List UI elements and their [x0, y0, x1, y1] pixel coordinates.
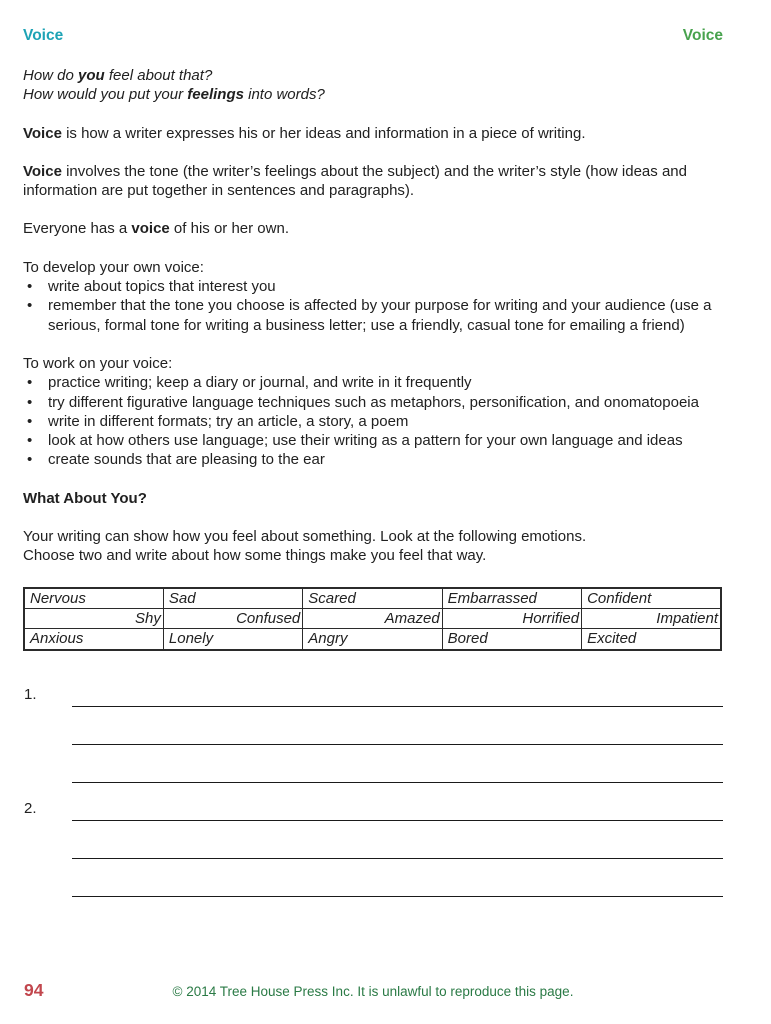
bullet-icon: •	[27, 278, 33, 296]
answer-row	[23, 745, 723, 783]
emotion-cell: Shy	[24, 608, 163, 629]
emotion-cell: Amazed	[303, 608, 442, 629]
about-you-line-1: Your writing can show how you feel about something. Look at the following emotions.	[23, 528, 587, 546]
develop-voice-section	[23, 258, 723, 335]
answer-number-spacer	[23, 895, 72, 897]
paragraph-text: of his or her own.	[169, 220, 289, 238]
paragraph-voice-involves	[23, 162, 723, 201]
emotion-cell: Nervous	[24, 588, 163, 609]
bullet-icon: •	[27, 297, 33, 315]
question-text: How do	[23, 67, 79, 84]
list-item	[23, 450, 723, 469]
paragraph-text: involves the tone (the writer’s feelings about the subject) and the writer’s style (how ideas and information are put together in sentences and paragraphs).	[23, 162, 687, 200]
page-title-left: Voice	[23, 27, 64, 44]
list-item	[23, 277, 723, 296]
question-text: feel about that?	[104, 67, 213, 84]
paragraph-voice-definition	[23, 124, 723, 143]
emotion-cell: Lonely	[163, 629, 302, 650]
work-voice-list	[23, 373, 723, 469]
page-number: 94	[24, 980, 44, 1000]
writing-line[interactable]	[72, 745, 723, 783]
emotions-row-3	[24, 629, 721, 650]
list-item	[23, 412, 723, 431]
answer-number: 2.	[24, 800, 37, 818]
about-you-instructions	[23, 527, 723, 566]
emotion-cell: Sad	[163, 588, 302, 609]
writing-line[interactable]	[72, 783, 723, 821]
what-about-you-heading: What About You?	[23, 489, 147, 507]
answer-row	[23, 783, 723, 821]
emotion-cell: Horrified	[442, 608, 581, 629]
bullet-icon: •	[27, 432, 33, 450]
copyright-text: © 2014 Tree House Press Inc. It is unlawful to reproduce this page.	[172, 984, 574, 999]
emotions-row-2	[24, 608, 721, 629]
bullet-icon: •	[27, 393, 33, 411]
page-title-right: Voice	[682, 27, 723, 44]
question-bold-word: feelings	[187, 86, 244, 104]
answer-number-spacer	[23, 781, 72, 783]
intro-question-1	[23, 66, 723, 85]
answer-section	[23, 669, 723, 897]
writing-line[interactable]	[72, 821, 723, 859]
paragraph-everyone-voice	[23, 219, 723, 238]
question-bold-word: you	[78, 67, 105, 84]
list-item-text: try different figurative language techniques such as metaphors, personification, and onomatopoeia	[48, 393, 699, 411]
paragraph-text: is how a writer expresses his or her ideas and information in a piece of writing.	[61, 124, 586, 142]
about-you-line-2: Choose two and write about how some things make you feel that way.	[23, 547, 487, 565]
bullet-icon: •	[27, 374, 33, 392]
emotions-row-1	[24, 588, 721, 609]
intro-questions	[23, 66, 723, 105]
work-voice-section	[23, 354, 723, 470]
emotion-cell: Scared	[303, 588, 442, 609]
emotion-cell: Embarrassed	[442, 588, 581, 609]
answer-number-spacer	[23, 857, 72, 859]
bullet-icon: •	[27, 451, 33, 469]
emotion-cell: Excited	[582, 629, 721, 650]
answer-row	[23, 669, 723, 707]
list-item	[23, 296, 723, 335]
answer-number: 1.	[24, 686, 37, 704]
list-item	[23, 373, 723, 392]
answer-row	[23, 859, 723, 897]
answer-block-1	[23, 669, 723, 783]
writing-line[interactable]	[72, 669, 723, 707]
emotions-table	[23, 587, 722, 651]
question-text: How would you put your	[23, 86, 188, 104]
emotion-cell: Anxious	[24, 629, 163, 650]
list-item-text: look at how others use language; use their writing as a pattern for your own language and ideas	[48, 432, 683, 450]
emotion-cell: Confused	[163, 608, 302, 629]
bold-term: Voice	[23, 124, 62, 142]
emotion-cell: Bored	[442, 629, 581, 650]
bullet-icon: •	[27, 412, 33, 430]
list-item-text: remember that the tone you choose is affected by your purpose for writing and your audience (use a serious, formal tone for writing a business letter; use a friendly, casual tone for emailing a friend)	[48, 297, 712, 334]
list-item-text: write about topics that interest you	[48, 278, 276, 296]
emotion-cell: Impatient	[582, 608, 721, 629]
answer-row	[23, 821, 723, 859]
list-item-text: create sounds that are pleasing to the ear	[48, 451, 325, 469]
bold-term: voice	[131, 220, 170, 238]
answer-number-spacer	[23, 743, 72, 745]
list-item	[23, 431, 723, 450]
list-item-text: practice writing; keep a diary or journal, and write in it frequently	[48, 374, 472, 392]
writing-line[interactable]	[72, 707, 723, 745]
paragraph-text: Everyone has a	[23, 220, 132, 238]
list-item	[23, 393, 723, 412]
list-item-text: write in different formats; try an article, a story, a poem	[48, 412, 409, 430]
answer-block-2	[23, 783, 723, 897]
writing-line[interactable]	[72, 859, 723, 897]
bold-term: Voice	[23, 162, 62, 180]
emotion-cell: Confident	[582, 588, 721, 609]
question-text: into words?	[243, 86, 325, 104]
intro-question-2	[23, 85, 723, 104]
emotion-cell: Angry	[303, 629, 442, 650]
answer-row	[23, 707, 723, 745]
page-header	[23, 27, 723, 45]
work-voice-intro: To work on your voice:	[23, 354, 173, 372]
develop-voice-intro: To develop your own voice:	[23, 258, 204, 276]
develop-voice-list	[23, 277, 723, 335]
